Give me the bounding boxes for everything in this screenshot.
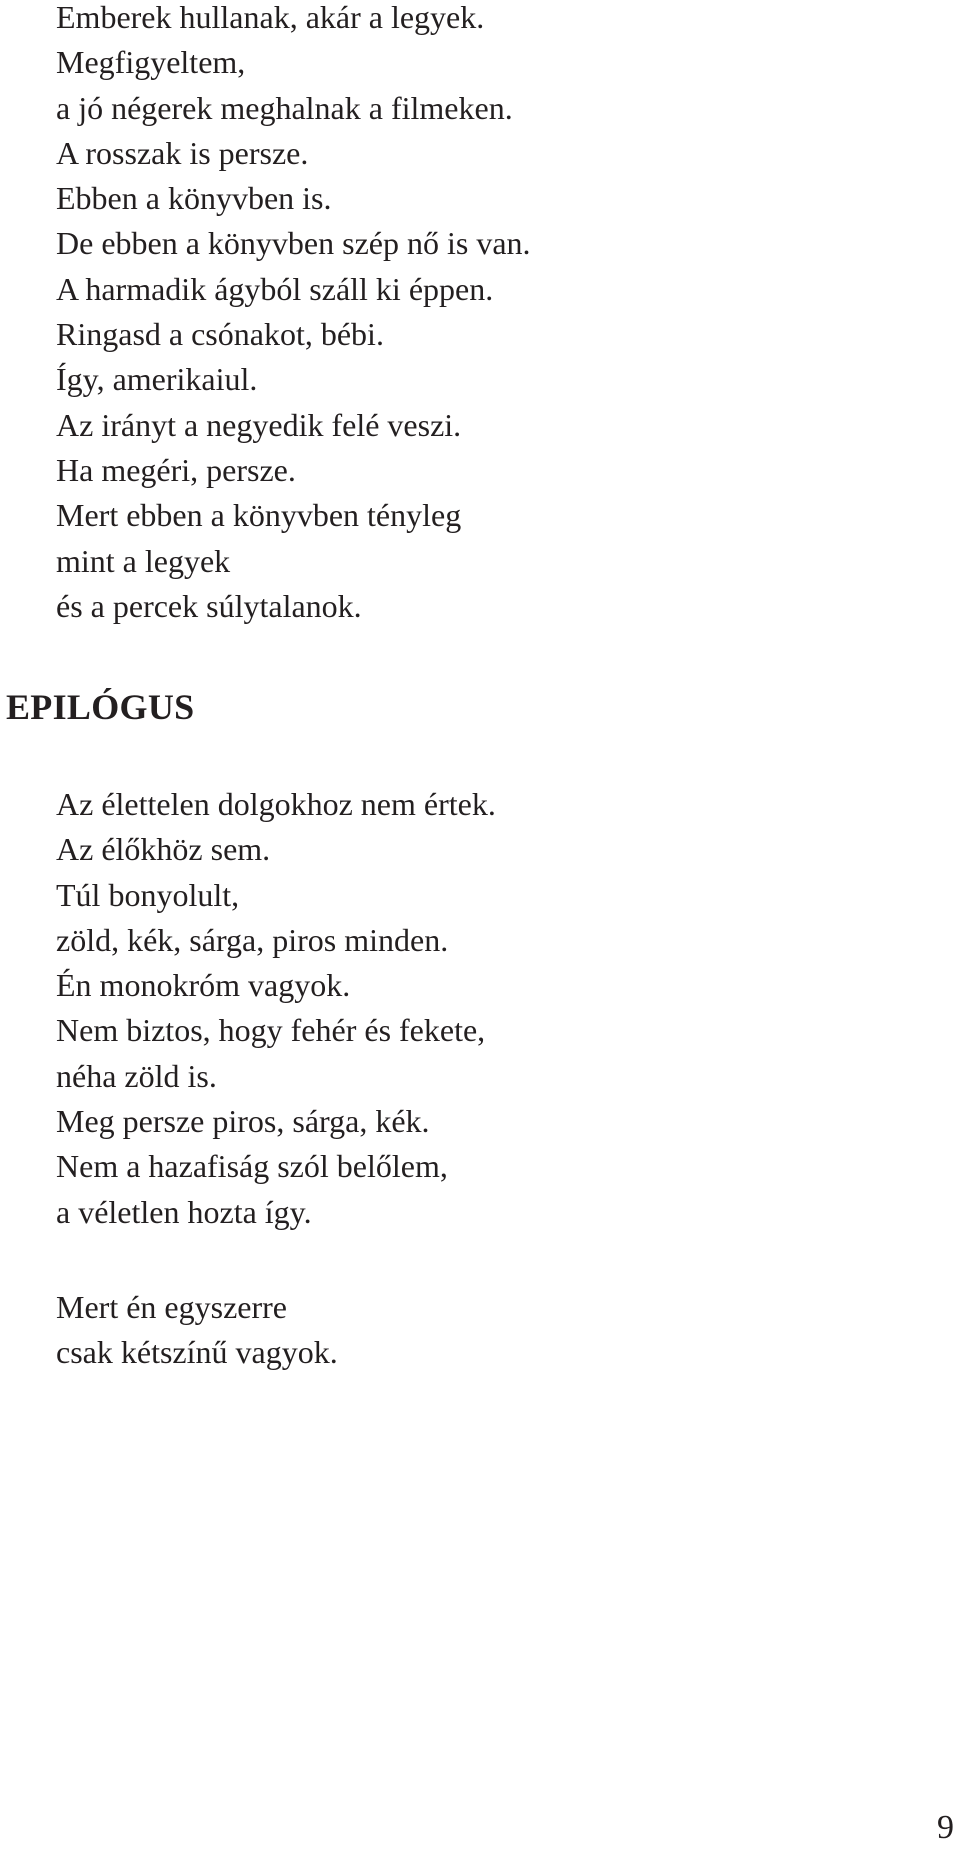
poem-line: Nem biztos, hogy fehér és fekete,: [56, 1012, 486, 1049]
poem-line: és a percek súlytalanok.: [56, 587, 362, 624]
poem-line: Mert én egyszerre: [56, 1289, 287, 1325]
poem-line: Meg persze piros, sárga, kék.: [56, 1103, 430, 1140]
poem-line: Így, amerikaiul.: [56, 361, 258, 398]
poem-line: néha zöld is.: [56, 1057, 217, 1094]
poem-line: Túl bonyolult,: [56, 876, 240, 913]
poem-line: Nem a hazafiság szól belőlem,: [56, 1148, 448, 1185]
poem-line: Az élettelen dolgokhoz nem értek.: [56, 786, 496, 822]
epilogue-final-stanza: [56, 1285, 338, 1376]
poem-line: zöld, kék, sárga, piros minden.: [56, 921, 449, 958]
poem-line: Emberek hullanak, akár a legyek.: [56, 0, 485, 35]
poem-line: Ringasd a csónakot, bébi.: [56, 316, 384, 353]
poem-line: Az irányt a negyedik felé veszi.: [56, 406, 462, 443]
page-number: 9: [937, 1809, 954, 1846]
poem-line: Az élőkhöz sem.: [56, 831, 271, 868]
epilogue-stanza: [56, 782, 496, 1235]
poem-line: csak kétszínű vagyok.: [56, 1334, 338, 1371]
poem-line: Mert ebben a könyvben tényleg: [56, 497, 462, 534]
poem-line: A rosszak is persze.: [56, 134, 309, 171]
section-heading: EPILÓGUS: [6, 687, 195, 727]
poem-line: De ebben a könyvben szép nő is van.: [56, 225, 531, 262]
poem-stanza: [56, 0, 531, 629]
poem-line: Megfigyeltem,: [56, 44, 246, 81]
poem-line: Én monokróm vagyok.: [56, 967, 351, 1004]
poem-line: a jó négerek meghalnak a filmeken.: [56, 89, 513, 126]
poem-line: A harmadik ágyból száll ki éppen.: [56, 270, 494, 307]
poem-line: a véletlen hozta így.: [56, 1193, 312, 1230]
poem-line: Ha megéri, persze.: [56, 451, 296, 488]
poem-line: Ebben a könyvben is.: [56, 180, 332, 217]
poem-line: mint a legyek: [56, 542, 231, 579]
